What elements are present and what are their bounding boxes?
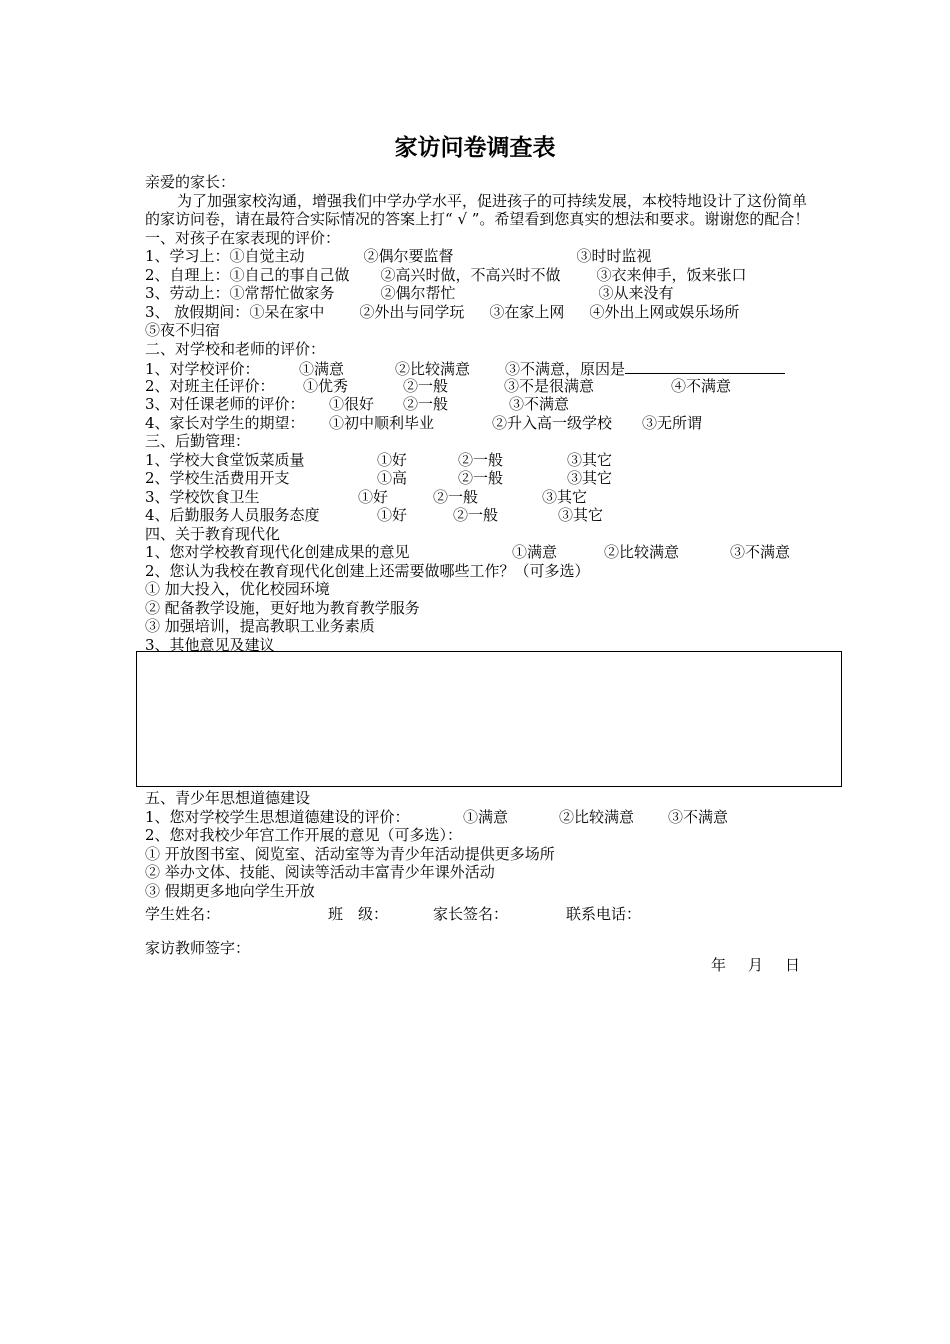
option-2[interactable]: ②比较满意 [604,543,680,561]
option-1[interactable]: ①自己的事自己做 [229,265,350,284]
option-2[interactable]: ②一般 [458,450,504,469]
s5-question-2: 2、您对我校少年宫工作开展的意见（可多选）： [145,826,463,844]
section-5 [145,789,815,900]
option-1[interactable]: ①满意 [512,543,558,561]
option-2[interactable]: ②高兴时做，不高兴时不做 [380,265,561,284]
option-1[interactable]: ①满意 [463,807,509,826]
phone-field[interactable]: 联系电话： [566,905,642,923]
option-4[interactable]: ④外出上网或娱乐场所 [589,302,740,321]
option-3[interactable]: ③其它 [567,450,613,469]
s5-question-1 [145,808,815,827]
option-1[interactable]: ①高 [377,469,408,487]
s1-question-1 [145,247,815,266]
option-3[interactable]: ③时时监视 [576,247,652,265]
question-label: 4、后勤服务人员服务态度 [145,506,320,524]
option-2[interactable]: ②一般 [403,395,449,413]
option-1[interactable]: ①优秀 [303,376,349,395]
question-label: 3、劳动上： [145,284,230,302]
question-label: 3、学校饮食卫生 [145,487,260,506]
student-name-field[interactable]: 学生姓名： [145,905,221,923]
option-2[interactable]: ②升入高一级学校 [492,413,613,432]
option-3[interactable]: ③其它 [542,487,588,506]
s2-question-1 [145,358,815,377]
s4-question-2: 2、您认为我校在教育现代化创建上还需要做哪些工作？（可多选） [145,561,590,580]
question-label: 3、对任课老师的评价： [145,395,305,413]
option-2[interactable]: ②比较满意 [559,807,635,826]
option-2[interactable]: ②比较满意 [395,360,471,378]
option-4[interactable]: ④不满意 [671,376,732,395]
s3-question-4 [145,506,815,525]
parent-sign-field[interactable]: 家长签名： [433,905,509,923]
day-label: 日 [785,956,801,974]
option-3[interactable]: ③从来没有 [598,284,674,302]
class-field[interactable]: 班 级： [328,905,389,923]
s5-q2-option-3[interactable]: ③ 假期更多地向学生开放 [145,881,315,900]
date-row [711,956,800,975]
section-2-heading: 二、对学校和老师的评价： [145,339,326,358]
option-1[interactable]: ①好 [358,487,389,506]
page-title: 家访问卷调查表 [394,134,556,161]
year-label: 年 [711,956,727,974]
option-3[interactable]: ③在家上网 [489,302,565,321]
option-1[interactable]: ①自觉主动 [229,247,305,265]
option-1[interactable]: ①呆在家中 [249,302,325,321]
teacher-sign-field[interactable]: 家访教师签字： [145,939,251,957]
option-3[interactable]: ③不满意 [668,807,729,826]
signature-row [145,905,641,924]
option-3[interactable]: ③不满意，原因是 [505,360,626,378]
section-1-heading: 一、对孩子在家表现的评价： [145,228,341,247]
question-label: 1、学习上： [145,247,230,265]
option-2[interactable]: ②一般 [453,506,499,524]
option-5[interactable]: ⑤夜不归宿 [145,321,221,339]
s1-question-3 [145,284,815,303]
s1-question-4-cont [145,321,815,340]
option-3[interactable]: ③不满意 [730,543,791,561]
question-label: 2、自理上： [145,265,230,284]
option-3[interactable]: ③不满意 [509,395,570,413]
s3-question-1 [145,451,815,470]
option-3[interactable]: ③其它 [567,469,613,487]
option-1[interactable]: ①好 [377,506,408,524]
question-label: 3、 放假期间： [145,302,250,321]
s2-question-4 [145,414,815,433]
option-2[interactable]: ②一般 [403,376,449,395]
option-2[interactable]: ②外出与同学玩 [359,302,465,321]
s4-q2-option-3[interactable]: ③ 加强培训，提高教职工业务素质 [145,617,375,635]
s4-question-1 [145,543,815,562]
section-4-heading: 四、关于教育现代化 [145,524,281,543]
option-3[interactable]: ③无所谓 [642,413,703,432]
option-3[interactable]: ③不是很满意 [504,376,595,395]
s1-question-4 [145,303,815,322]
month-label: 月 [748,956,764,974]
question-label: 1、您对学校教育现代化创建成果的意见 [145,543,410,561]
option-2[interactable]: ②一般 [458,469,504,487]
question-label: 2、学校生活费用开支 [145,469,290,487]
question-label: 2、对班主任评价： [145,376,275,395]
option-2[interactable]: ②一般 [433,487,479,506]
question-label: 4、家长对学生的期望： [145,413,305,432]
section-3-heading: 三、后勤管理： [145,432,251,450]
question-label: 1、您对学校学生思想道德建设的评价： [145,807,410,826]
s3-question-2 [145,469,815,488]
s4-question-3: 3、其他意见及建议 [145,635,275,654]
question-label: 1、学校大食堂饭菜质量 [145,450,305,469]
s5-q2-option-1[interactable]: ① 开放图书室、阅览室、活动室等为青少年活动提供更多场所 [145,844,555,863]
suggestions-box[interactable] [136,651,842,787]
reason-blank[interactable] [625,358,785,374]
s2-question-2 [145,377,815,396]
s2-question-3 [145,395,815,414]
questionnaire-body [145,173,815,654]
option-3[interactable]: ③衣来伸手，饭来张口 [596,265,747,284]
s1-question-2 [145,266,815,285]
option-1[interactable]: ①初中顺利毕业 [329,413,435,432]
section-5-heading: 五、青少年思想道德建设 [145,789,311,807]
option-2[interactable]: ②偶尔要监督 [363,247,454,265]
greeting: 亲爱的家长： [145,173,236,191]
question-label: 1、对学校评价： [145,360,260,378]
option-2[interactable]: ②偶尔帮忙 [380,284,456,302]
s4-q2-option-2[interactable]: ② 配备教学设施，更好地为教育教学服务 [145,598,420,617]
option-3[interactable]: ③其它 [558,506,604,524]
option-1[interactable]: ①好 [377,450,408,469]
option-1[interactable]: ①满意 [299,360,345,378]
intro-paragraph: 为了加强家校沟通，增强我们中学办学水平，促进孩子的可持续发展，本校特地设计了这份简单的家访问卷，请在最符合实际情况的答案上打“ √ ”。希望看到您真实的想法和要求。谢谢您的配合！ [145,191,810,228]
s3-question-3 [145,488,815,507]
s5-q2-option-2[interactable]: ② 举办文体、技能、阅读等活动丰富青少年课外活动 [145,863,495,881]
option-1[interactable]: ①常帮忙做家务 [229,284,335,302]
option-1[interactable]: ①很好 [329,395,375,413]
s4-q2-option-1[interactable]: ① 加大投入，优化校园环境 [145,580,330,598]
